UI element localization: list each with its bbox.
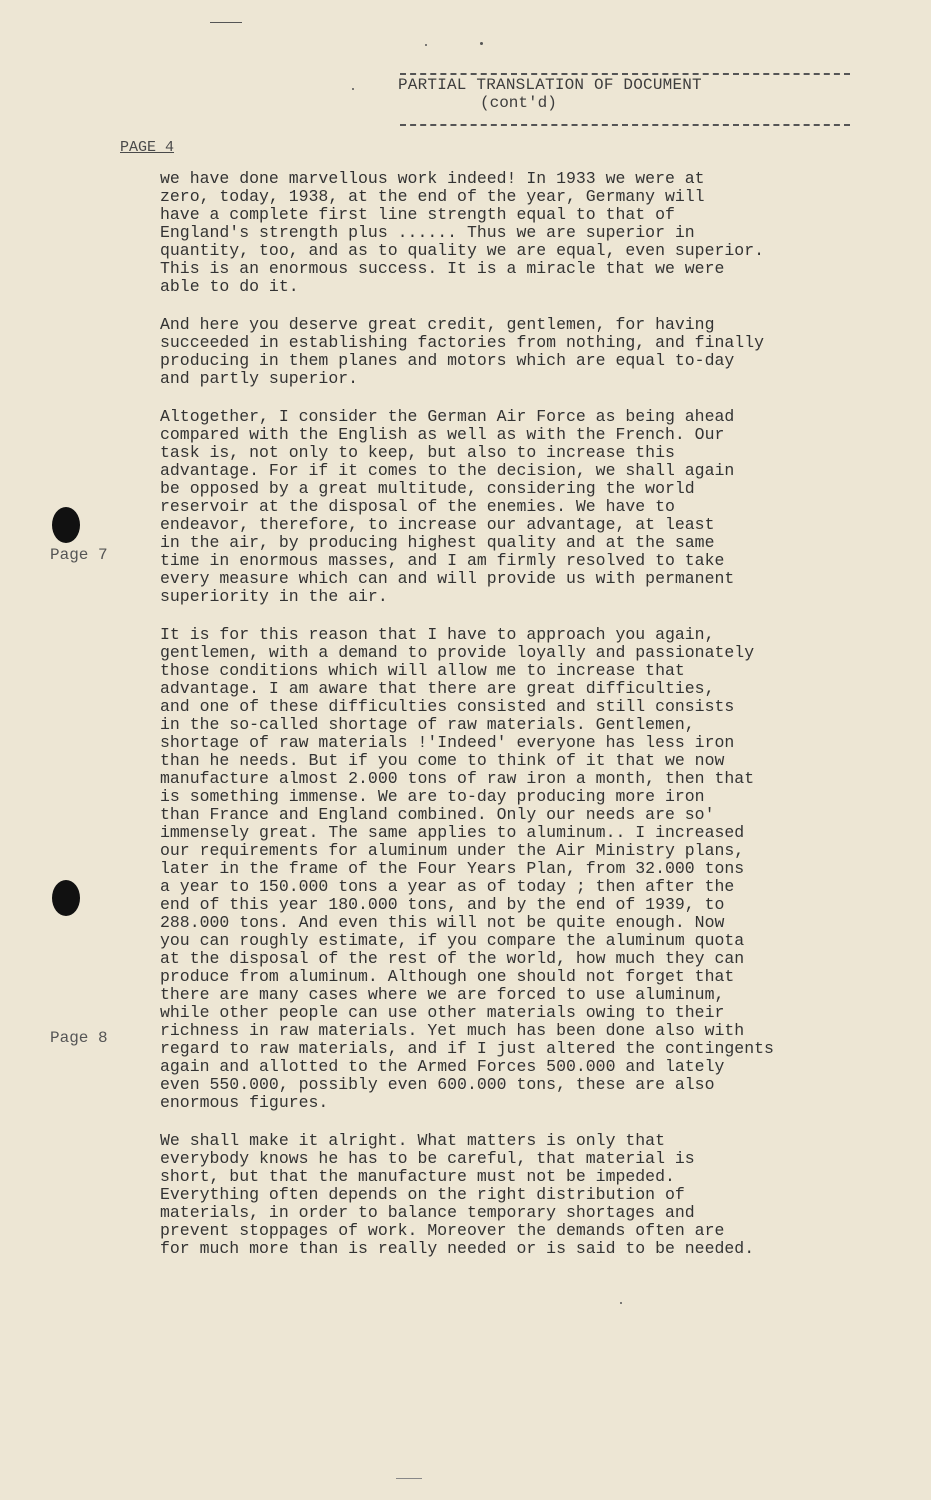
stray-mark <box>396 1478 422 1479</box>
stray-mark <box>425 44 427 46</box>
header-rule-top <box>400 73 850 75</box>
margin-note-page-8: Page 8 <box>50 1029 108 1047</box>
stray-mark <box>352 88 354 90</box>
stray-mark <box>620 1302 622 1304</box>
punch-hole <box>52 507 80 543</box>
paragraph: Altogether, I consider the German Air Force as being ahead compared with the English as well as with the French. Our task is, not only to keep, but also to increase this advantage. For if it comes to the decision, we shall again be opposed by a great multitude, considering the world reservoir at the disposal of the enemies. We have to endeavor, therefore, to increase our advantage, at least in the air, by producing highest quality and at the same time in enormous masses, and I am firmly resolved to take every measure which can and will provide us with permanent superiority in the air. <box>160 407 735 606</box>
paragraph: we have done marvellous work indeed! In 1933 we were at zero, today, 1938, at the end of the year, Germany will have a complete first line strength equal to that of England's strength plus ...... Thus we are superior in quantity, too, and as to quality we are equal, even superior. This is an enormous success. It is a miracle that we were able to do it. <box>160 169 764 296</box>
margin-note-page-7: Page 7 <box>50 546 108 564</box>
document-header <box>398 76 858 112</box>
header-rule-bottom <box>400 124 850 126</box>
paragraph: It is for this reason that I have to approach you again, gentlemen, with a demand to provide loyally and passionately those conditions which will allow me to increase that advantage. I am aware that there are great difficulties, and one of these difficulties consisted and still consists in the so-called shortage of raw materials. Gentlemen, shortage of raw materials !'Indeed' everyone has less iron than he needs. But if you come to think of it that we now manufacture almost 2.000 tons of raw iron a month, then that is something immense. We are to-day producing more iron than France and England combined. Only our needs are so' immensely great. The same applies to aluminum.. I increased our requirements for aluminum under the Air Ministry plans, later in the frame of the Four Years Plan, from 32.000 tons a year to 150.000 tons a year as of today ; then after the end of this year 180.000 tons, and by the end of 1939, to 288.000 tons. And even this will not be quite enough. Now you can roughly estimate, if you compare the aluminum quota at the disposal of the rest of the world, how much they can produce from aluminum. Although one should not forget that there are many cases where we are forced to use aluminum, while other people can use other materials owing to their richness in raw materials. Yet much has been done also with regard to raw materials, and if I just altered the contingents again and allotted to the Armed Forces 500.000 and lately even 550.000, possibly even 600.000 tons, these are also enormous figures. <box>160 625 774 1112</box>
stray-mark <box>210 22 242 23</box>
paragraph: And here you deserve great credit, gentlemen, for having succeeded in establishing factories from nothing, and finally producing in them planes and motors which are equal to-day and partly superior. <box>160 315 764 388</box>
page-label: PAGE 4 <box>120 139 175 156</box>
stray-mark <box>480 42 483 45</box>
document-body <box>160 170 870 1278</box>
punch-hole <box>52 880 80 916</box>
header-subtitle: (cont'd) <box>480 94 557 112</box>
header-title: PARTIAL TRANSLATION OF DOCUMENT <box>398 76 702 94</box>
paragraph: We shall make it alright. What matters is only that everybody knows he has to be careful, that material is short, but that the manufacture must not be impeded. Everything often depends on the right distribution of materials, in order to balance temporary shortages and prevent stoppages of work. Moreover the demands often are for much more than is really needed or is said to be needed. <box>160 1131 755 1258</box>
